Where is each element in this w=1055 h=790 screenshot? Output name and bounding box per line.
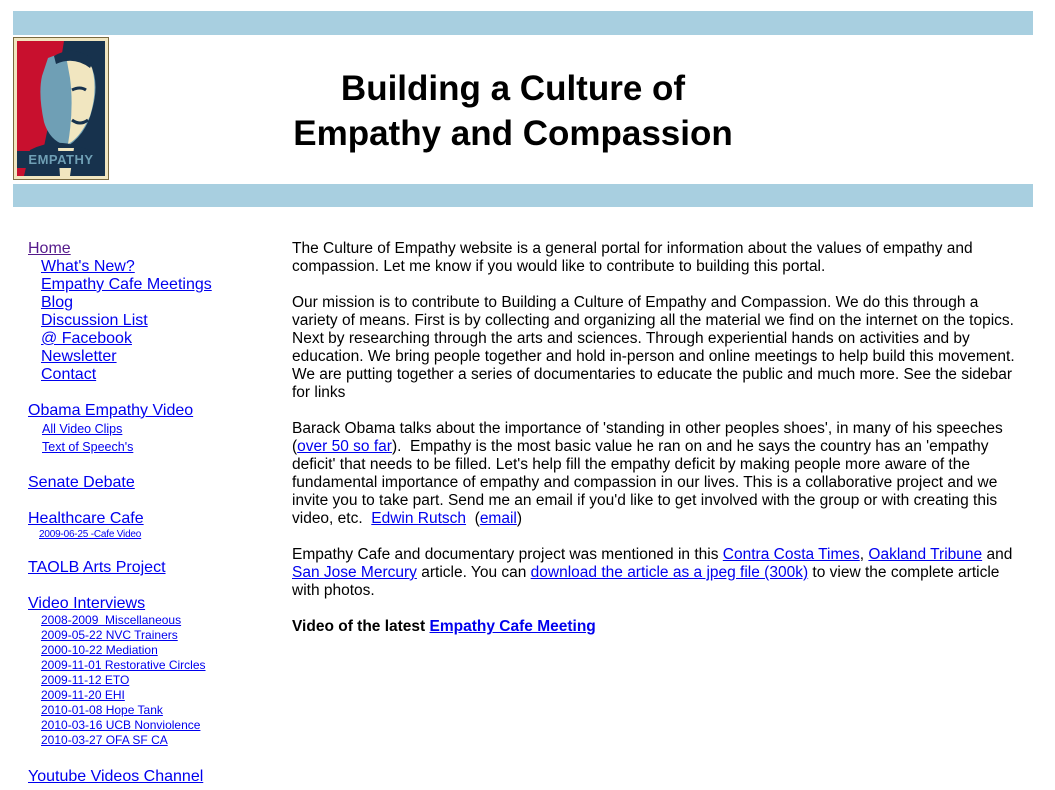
sidebar-link-interview-ucb-nonviolence[interactable]: 2010-03-16 UCB Nonviolence (41, 718, 201, 732)
obama-paragraph (292, 420, 1022, 528)
sidebar-link-empathy-cafe-meetings[interactable]: Empathy Cafe Meetings (41, 276, 212, 293)
obama-text-a: Barack Obama talks about the importance of 'standing in other peoples shoes', in many of his speeches ( (292, 420, 1003, 455)
sidebar-link-taolb-arts-project[interactable]: TAOLB Arts Project (28, 559, 166, 576)
obama-text-c: ( (466, 510, 480, 527)
sidebar (28, 240, 278, 786)
header-band-bottom (13, 184, 1033, 207)
email-link[interactable]: email (479, 510, 517, 527)
author-link[interactable]: Edwin Rutsch (371, 510, 467, 527)
page-title-line1: Building a Culture of (340, 69, 686, 108)
press-text-c: and (982, 546, 1013, 563)
speeches-link[interactable]: over 50 so far (297, 438, 392, 455)
page-title-line2: Empathy and Compassion (293, 114, 733, 153)
sidebar-link-youtube-channel[interactable]: Youtube Videos Channel (28, 768, 204, 785)
sidebar-link-interview-ehi[interactable]: 2009-11-20 EHI (41, 688, 125, 702)
sidebar-link-interview-hope-tank[interactable]: 2010-01-08 Hope Tank (41, 703, 163, 717)
sidebar-link-interview-restorative-circles[interactable]: 2009-11-01 Restorative Circles (41, 658, 206, 672)
mission-paragraph: Our mission is to contribute to Building a Culture of Empathy and Compassion. We do this through a variety of means. First is by collecting and organizing all the material we find on the internet on the topics. Next by researching through the arts and sciences. Through experiential hands on activities and by education. We bring people together and hold in-person and online meetings to help build this movement. We are putting together a series of documentaries to educate the public and much more. See the sidebar for links (292, 294, 1015, 401)
sidebar-link-healthcare-cafe-video[interactable]: 2009-06-25 -Cafe Video (39, 529, 142, 540)
sidebar-link-obama-empathy-video[interactable]: Obama Empathy Video (28, 402, 194, 419)
sidebar-link-interview-eto[interactable]: 2009-11-12 ETO (41, 673, 130, 687)
press-text-a: Empathy Cafe and documentary project was mentioned in this (292, 546, 723, 563)
contra-costa-times-link[interactable]: Contra Costa Times (722, 546, 860, 563)
latest-video-paragraph (292, 618, 1022, 636)
press-text-b: , (859, 546, 869, 563)
header-band-top (13, 11, 1033, 35)
press-text-e: to view the complete article with photos. (292, 564, 1000, 599)
sidebar-link-discussion-list[interactable]: Discussion List (41, 312, 148, 329)
sidebar-link-healthcare-cafe[interactable]: Healthcare Cafe (28, 510, 144, 527)
sidebar-link-video-interviews[interactable]: Video Interviews (28, 595, 146, 612)
page-title (170, 66, 856, 156)
sidebar-link-blog[interactable]: Blog (41, 294, 74, 311)
sidebar-link-whats-new[interactable]: What's New? (41, 258, 135, 275)
main-content (292, 240, 1022, 654)
san-jose-mercury-link[interactable]: San Jose Mercury (292, 564, 417, 581)
sidebar-link-interview-miscellaneous[interactable]: 2008-2009 Miscellaneous (41, 613, 182, 627)
intro-paragraph: The Culture of Empathy website is a general portal for information about the values of empathy and compassion. Let me know if you would like to contribute to building this portal. (292, 240, 973, 275)
sidebar-spacer (28, 577, 278, 595)
sidebar-link-interview-ofa-sf-ca[interactable]: 2010-03-27 OFA SF CA (41, 733, 168, 747)
poster-word: EMPATHY (28, 152, 94, 167)
oakland-tribune-link[interactable]: Oakland Tribune (868, 546, 983, 563)
obama-text-b: ). Empathy is the most basic value he ran on and he says the country has an 'empathy deficit' that needs to be filled. Let's help fill the empathy deficit by making people more aware of the fundamental importance of empathy and compassion in our lives. This is a collaborative project and we invite you to take part. Send me an email if you'd like to get involved with the group or with creating this video, etc. (292, 438, 1002, 527)
sidebar-link-senate-debate[interactable]: Senate Debate (28, 474, 135, 491)
press-text-d: article. You can (416, 564, 531, 581)
sidebar-spacer (28, 492, 278, 510)
download-article-link[interactable]: download the article as a jpeg file (300k) (530, 564, 809, 581)
sidebar-link-all-video-clips[interactable]: All Video Clips (42, 422, 123, 436)
sidebar-link-contact[interactable]: Contact (41, 366, 97, 383)
sidebar-link-interview-mediation[interactable]: 2000-10-22 Mediation (41, 643, 158, 657)
obama-text-d: ) (516, 510, 523, 527)
sidebar-spacer (28, 541, 278, 559)
press-paragraph (292, 546, 1022, 600)
sidebar-link-interview-nvc-trainers[interactable]: 2009-05-22 NVC Trainers (41, 628, 178, 642)
sidebar-link-newsletter[interactable]: Newsletter (41, 348, 117, 365)
sidebar-link-text-of-speeches[interactable]: Text of Speech's (42, 440, 134, 454)
empathy-poster-image (13, 37, 109, 180)
sidebar-link-home[interactable]: Home (28, 240, 71, 257)
sidebar-link-facebook[interactable]: @ Facebook (41, 330, 132, 347)
sidebar-spacer (28, 748, 278, 768)
empathy-cafe-meeting-link[interactable]: Empathy Cafe Meeting (429, 618, 596, 635)
latest-video-label: Video of the latest (292, 618, 430, 635)
sidebar-spacer (28, 384, 278, 402)
sidebar-spacer (28, 456, 278, 474)
